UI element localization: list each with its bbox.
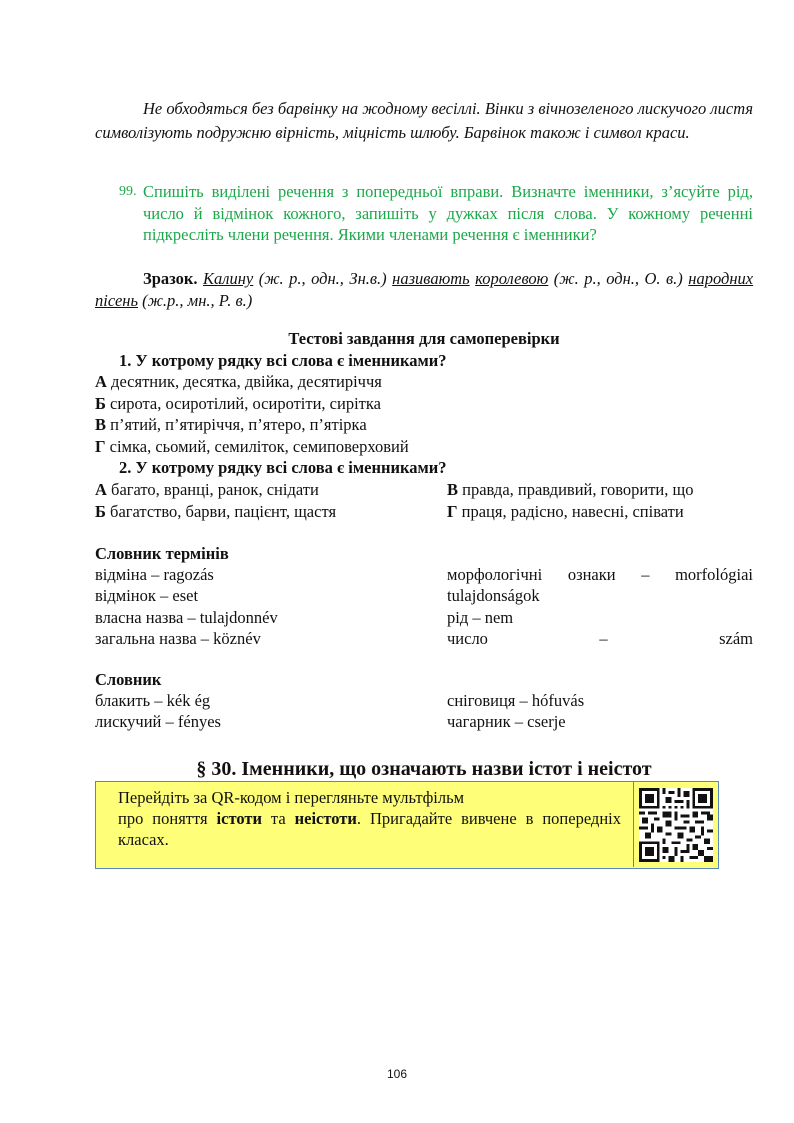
section-title: § 30. Іменники, що означають назви істот і неістот: [196, 758, 652, 780]
q1-option-d: Г сімка, сьомий, семиліток, семиповерховий: [95, 437, 409, 456]
sample-word-3: королевою: [475, 269, 549, 288]
dictionary-heading: Словник: [95, 670, 162, 689]
sample-block: [95, 268, 753, 312]
question-2: 2. У котрому рядку всі слова є іменниками?: [119, 458, 447, 477]
term-right-3: рід – nem: [447, 608, 514, 627]
qr-code-icon[interactable]: [639, 788, 713, 862]
term-left-4: загальна назва – köznév: [95, 629, 261, 648]
dict-right-1: сніговиця – hófuvás: [447, 691, 585, 710]
dict-left-2: лискучий – fényes: [95, 712, 221, 731]
q2-option-b: Б багатство, барви, пацієнт, щастя: [95, 502, 337, 521]
page-number: 106: [386, 1067, 408, 1081]
test-title: Тестові завдання для самоперевірки: [288, 329, 560, 348]
qr-box-divider: [633, 782, 634, 867]
sample-note-1: (ж. р., одн., Зн.в.): [258, 269, 387, 288]
dict-left-1: блакить – kék ég: [95, 691, 211, 710]
exercise-99: [95, 181, 753, 246]
dict-right-2: чагарник – cserje: [447, 712, 566, 731]
question-1: 1. У котрому рядку всі слова є іменниками?: [119, 351, 447, 370]
intro-paragraph: Не обходяться без барвінку на жодному весіллі. Вінки з вічнозеленого лискучого листя символізують подружню вірність, міцність шлюбу. Барвінок також і символ краси.: [95, 99, 753, 142]
term-right-1: морфологічні ознаки – morfológiai: [447, 565, 753, 584]
terms-heading: Словник термінів: [95, 544, 229, 563]
sample-label: Зразок.: [143, 269, 198, 288]
exercise-text: Спишіть виділені речення з попередньої вправи. Визначте іменники, з’ясуйте рід, число й відмінок кожного, запишіть у дужках після слова. У кожному реченні підкресліть члени речення. Якими членами речення є іменники?: [143, 182, 753, 244]
term-left-1: відміна – ragozás: [95, 565, 214, 584]
sample-note-2: (ж. р., одн., О. в.): [553, 269, 683, 288]
q1-option-b: Б сирота, осиротілий, осиротіти, сирітка: [95, 394, 381, 413]
q2-option-c: В правда, правдивий, говорити, що: [447, 480, 694, 499]
sample-word-4: народних пісень: [95, 269, 754, 310]
sample-note-3: (ж.р., мн., Р. в.): [142, 291, 253, 310]
q1-option-a: А десятник, десятка, двійка, десятиріччя: [95, 372, 382, 391]
q2-option-d: Г праця, радісно, навесні, співати: [447, 502, 684, 521]
sample-word-1: Калину: [203, 269, 254, 288]
term-left-3: власна назва – tulajdonnév: [95, 608, 278, 627]
term-right-2: tulajdonságok: [447, 586, 540, 605]
sample-word-2: називають: [392, 269, 470, 288]
term-left-2: відмінок – eset: [95, 586, 199, 605]
qr-box-text: Перейдіть за QR-кодом і перегляньте мультфільм про поняття істоти та неістоти. Пригадайте вивчене в попередніх класах.: [118, 788, 621, 849]
exercise-number: 99.: [119, 184, 137, 199]
q2-option-a: А багато, вранці, ранок, снідати: [95, 480, 319, 499]
term-right-4: число – szám: [447, 629, 753, 648]
qr-info-box: [95, 781, 719, 869]
q1-option-c: В п’ятий, п’ятиріччя, п’ятеро, п’ятірка: [95, 415, 367, 434]
